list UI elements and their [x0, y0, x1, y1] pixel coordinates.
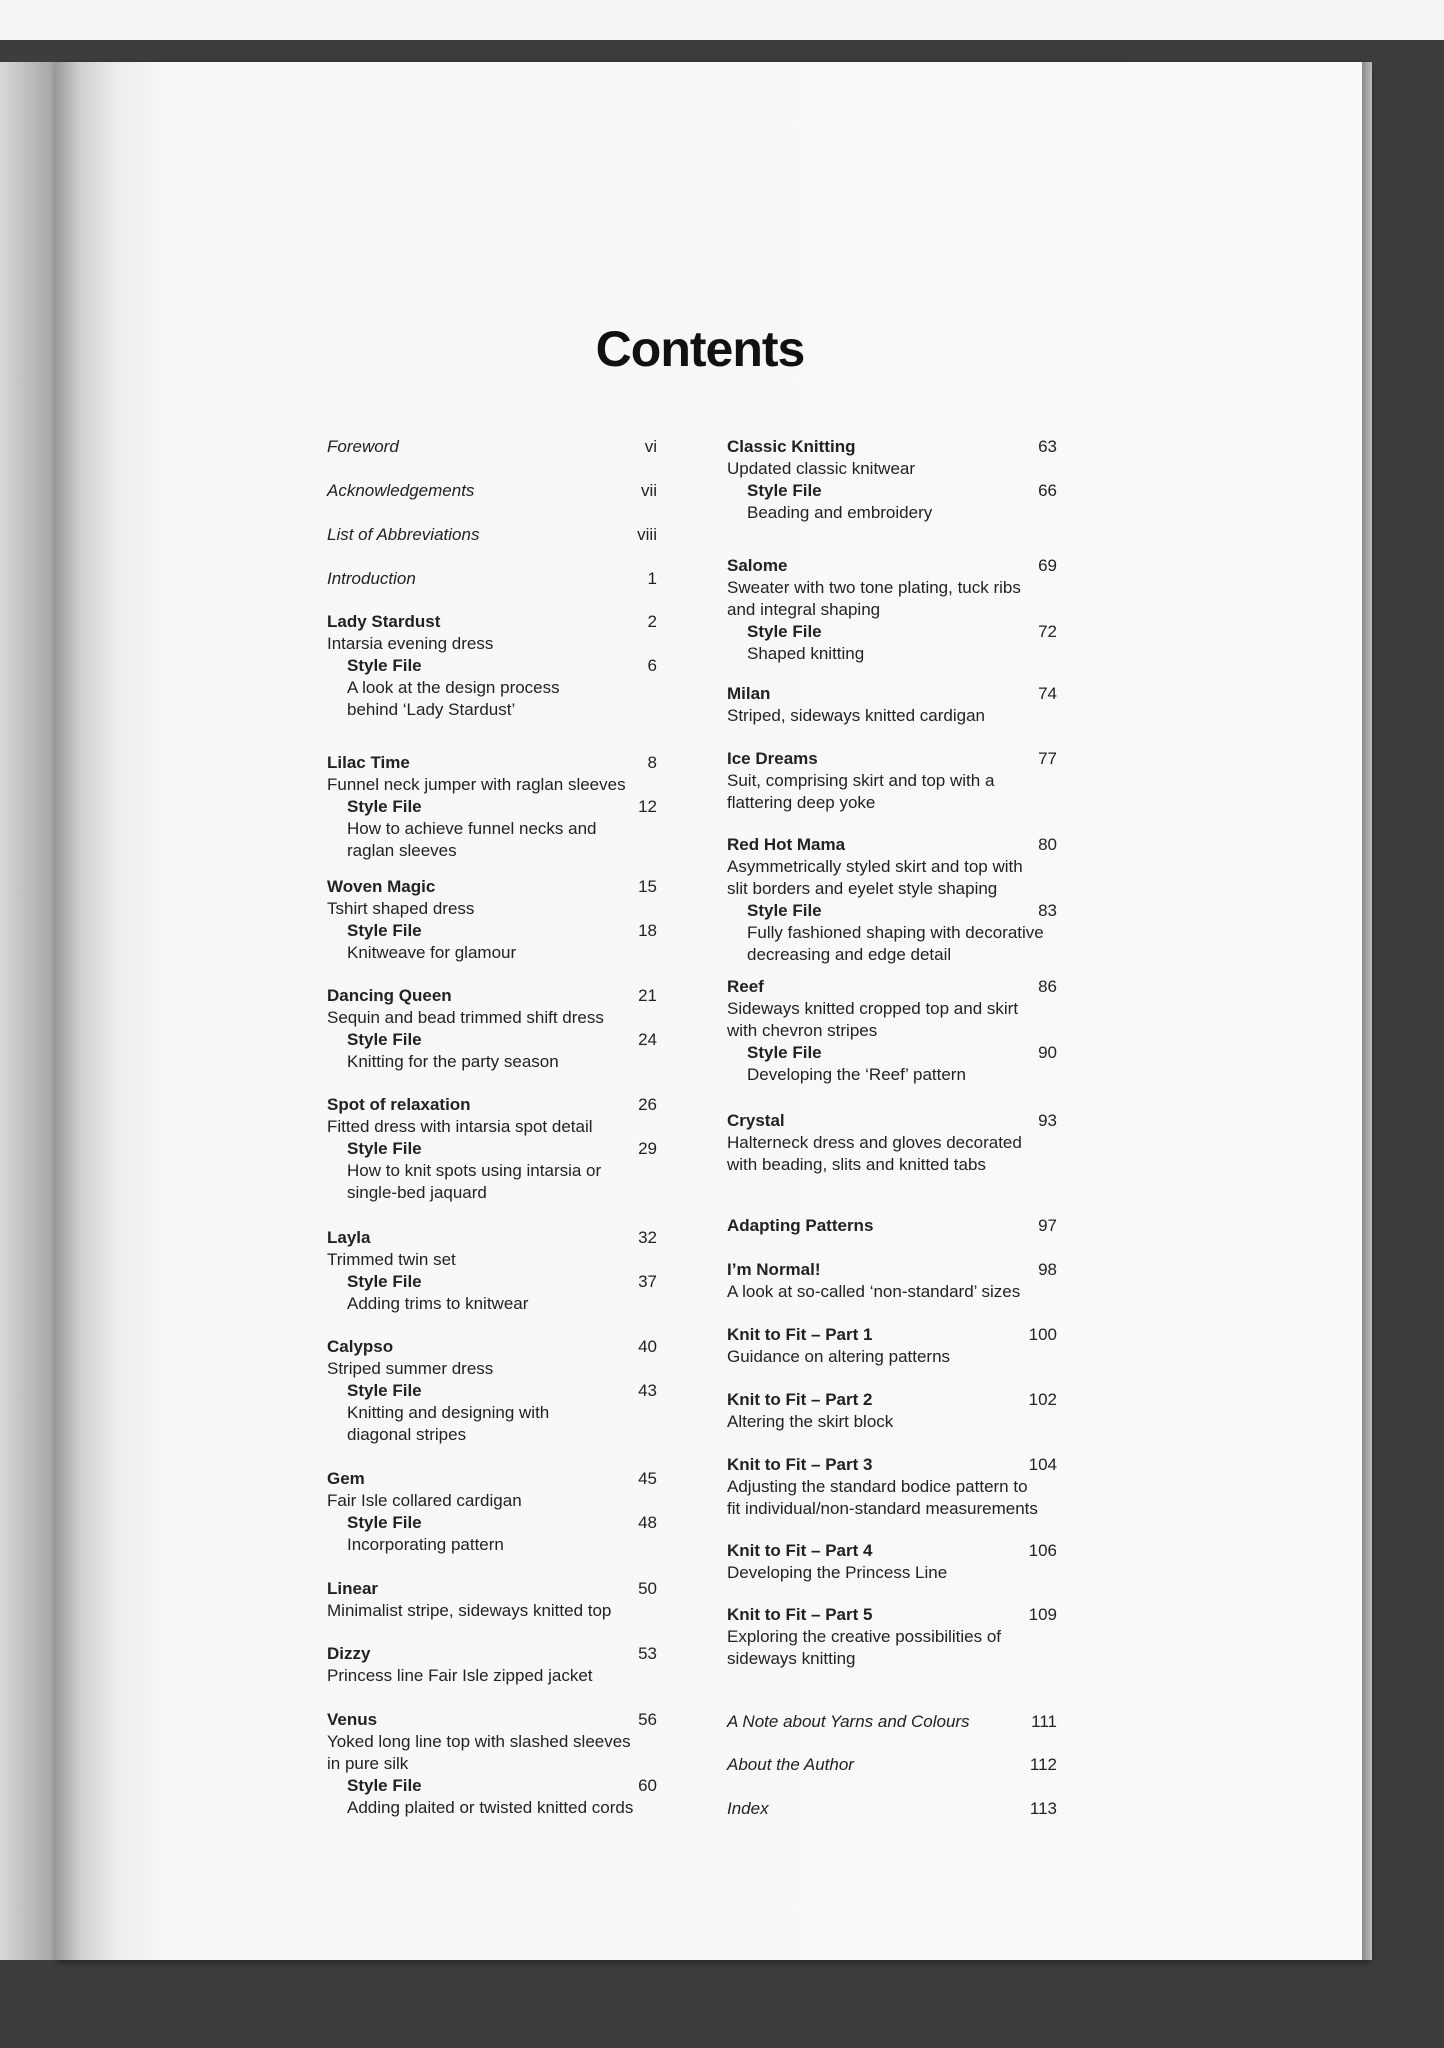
toc-page-number: 8 [647, 753, 657, 772]
toc-page-number: 24 [638, 1030, 657, 1049]
style-file-description: Adding plaited or twisted knitted cords [347, 1798, 634, 1817]
toc-entry-heading [727, 436, 1057, 458]
toc-entry-heading [727, 1711, 1057, 1733]
toc-entry-description: Sideways knitted cropped top and skirt [727, 999, 1019, 1018]
toc-page-number: 56 [638, 1710, 657, 1729]
toc-page-number: 2 [647, 612, 657, 631]
toc-entry-description: and integral shaping [727, 600, 881, 619]
toc-entry[interactable] [727, 976, 1057, 1086]
style-file-heading [347, 920, 657, 942]
toc-entry-title: Calypso [327, 1337, 394, 1356]
toc-entry-description: Guidance on altering patterns [727, 1347, 951, 1366]
toc-entry-description: Minimalist stripe, sideways knitted top [327, 1601, 612, 1620]
toc-entry[interactable] [727, 1215, 1057, 1237]
toc-entry-heading [327, 1336, 657, 1358]
toc-entry-title: Spot of relaxation [327, 1095, 471, 1114]
toc-page-number: 93 [1038, 1111, 1057, 1130]
toc-page-number: 48 [638, 1513, 657, 1532]
toc-entry[interactable] [727, 1259, 1057, 1303]
toc-entry-heading [327, 1227, 657, 1249]
toc-entry-title: Adapting Patterns [727, 1216, 874, 1235]
toc-page-number: vii [640, 481, 657, 500]
style-file-heading [347, 655, 657, 677]
toc-entry-description: Striped, sideways knitted cardigan [727, 706, 985, 725]
toc-page-number: 111 [1031, 1712, 1057, 1731]
style-file-subentry[interactable] [327, 920, 657, 964]
toc-page-number: 104 [1028, 1455, 1057, 1474]
toc-entry[interactable] [327, 568, 657, 590]
toc-entry[interactable] [327, 611, 657, 721]
toc-entry-heading [727, 834, 1057, 856]
toc-entry-description: with chevron stripes [727, 1021, 878, 1040]
toc-entry-title: Crystal [727, 1111, 785, 1130]
toc-page-number: 106 [1028, 1541, 1057, 1560]
style-file-label: Style File [747, 1043, 822, 1062]
toc-entry[interactable] [327, 1578, 657, 1622]
toc-entry-title: Classic Knitting [727, 437, 856, 456]
toc-page-number: 32 [638, 1228, 657, 1247]
toc-page-number: 113 [1029, 1799, 1057, 1818]
toc-page-number: 60 [638, 1776, 657, 1795]
toc-entry-heading [727, 1540, 1057, 1562]
toc-entry-description: Exploring the creative possibilities of [727, 1627, 1002, 1646]
style-file-description: How to achieve funnel necks and [347, 819, 597, 838]
toc-entry[interactable] [327, 1643, 657, 1687]
style-file-description: Developing the ‘Reef’ pattern [747, 1065, 966, 1084]
style-file-description: decreasing and edge detail [747, 945, 952, 964]
style-file-description: Knitweave for glamour [347, 943, 517, 962]
style-file-label: Style File [747, 901, 822, 920]
toc-entry-description: A look at so-called ‘non-standard’ sizes [727, 1282, 1021, 1301]
toc-entry-description: Asymmetrically styled skirt and top with [727, 857, 1023, 876]
toc-page-number: 12 [638, 797, 657, 816]
toc-entry-heading [727, 1389, 1057, 1411]
style-file-label: Style File [347, 1030, 422, 1049]
style-file-description: behind ‘Lady Stardust’ [347, 700, 516, 719]
toc-entry[interactable] [327, 1468, 657, 1556]
toc-entry-title: About the Author [727, 1755, 854, 1774]
toc-entry-title: Acknowledgements [327, 481, 475, 500]
toc-page-number: 50 [638, 1579, 657, 1598]
toc-entry-heading [727, 1259, 1057, 1281]
toc-page-number: 40 [638, 1337, 657, 1356]
toc-entry-heading [327, 1578, 657, 1600]
toc-entry-title: Ice Dreams [727, 749, 818, 768]
toc-entry-heading [727, 976, 1057, 998]
toc-page-number: 21 [638, 986, 657, 1005]
toc-entry-heading [327, 752, 657, 774]
toc-entry-heading [327, 1709, 657, 1731]
toc-entry[interactable] [727, 1711, 1057, 1733]
toc-page-number: 1 [647, 569, 657, 588]
style-file-description: raglan sleeves [347, 841, 457, 860]
toc-entry-heading [327, 1643, 657, 1665]
toc-entry-description: Sequin and bead trimmed shift dress [327, 1008, 604, 1027]
toc-entry-description: sideways knitting [727, 1649, 856, 1668]
toc-entry-title: Gem [327, 1469, 365, 1488]
toc-entry-heading [327, 1468, 657, 1490]
toc-entry-heading [727, 555, 1057, 577]
toc-entry[interactable] [327, 480, 657, 502]
toc-page-number: 29 [638, 1139, 657, 1158]
style-file-heading [747, 900, 1057, 922]
toc-entry-description: Adjusting the standard bodice pattern to [727, 1477, 1028, 1496]
toc-entry-description: slit borders and eyelet style shaping [727, 879, 998, 898]
toc-entry-title: Layla [327, 1228, 371, 1247]
style-file-subentry[interactable] [327, 1029, 657, 1073]
toc-page-number: viii [637, 525, 657, 544]
toc-entry[interactable] [727, 1754, 1057, 1776]
toc-entry-description: Fair Isle collared cardigan [327, 1491, 522, 1510]
style-file-subentry[interactable] [327, 655, 657, 721]
toc-page-number: 112 [1029, 1755, 1057, 1774]
toc-page-number: 77 [1038, 749, 1057, 768]
toc-page-number: 72 [1038, 622, 1057, 641]
toc-entry-title: Dancing Queen [327, 986, 452, 1005]
toc-entry-heading [327, 436, 657, 458]
style-file-heading [347, 1029, 657, 1051]
toc-page-number: 63 [1038, 437, 1057, 456]
toc-entry-heading [727, 1754, 1057, 1776]
toc-entry-title: Knit to Fit – Part 4 [727, 1541, 873, 1560]
style-file-subentry[interactable] [727, 900, 1057, 966]
toc-entry[interactable] [327, 1709, 657, 1819]
toc-entry[interactable] [327, 985, 657, 1073]
style-file-description: diagonal stripes [347, 1425, 467, 1444]
style-file-label: Style File [347, 1139, 422, 1158]
toc-entry-heading [327, 1094, 657, 1116]
toc-entry-description: Developing the Princess Line [727, 1563, 948, 1582]
toc-entry-heading [727, 1454, 1057, 1476]
style-file-subentry[interactable] [327, 796, 657, 862]
toc-entry-description: in pure silk [327, 1754, 409, 1773]
toc-entry-title: Reef [727, 977, 764, 996]
toc-entry-description: Princess line Fair Isle zipped jacket [327, 1666, 593, 1685]
toc-entry[interactable] [727, 555, 1057, 665]
toc-entry-description: Fitted dress with intarsia spot detail [327, 1117, 593, 1136]
toc-entry[interactable] [727, 436, 1057, 524]
toc-entry-title: Red Hot Mama [727, 835, 846, 854]
style-file-label: Style File [347, 797, 422, 816]
toc-page-number: 98 [1038, 1260, 1057, 1279]
style-file-label: Style File [347, 1513, 422, 1532]
toc-page-number: 97 [1038, 1216, 1057, 1235]
toc-entry[interactable] [727, 1454, 1057, 1520]
toc-entry[interactable] [727, 1110, 1057, 1176]
toc-entry-heading [727, 1324, 1057, 1346]
toc-page-number: 86 [1038, 977, 1057, 996]
toc-entry-heading [727, 1604, 1057, 1626]
style-file-subentry[interactable] [327, 1138, 657, 1204]
toc-page-number: 18 [638, 921, 657, 940]
toc-page-number: 43 [638, 1381, 657, 1400]
toc-page-number: 74 [1038, 684, 1057, 703]
toc-page-number: 37 [638, 1272, 657, 1291]
toc-entry-title: Salome [727, 556, 788, 575]
toc-entry-heading [327, 876, 657, 898]
right-page-edge [1362, 62, 1372, 1960]
toc-entry-description: Intarsia evening dress [327, 634, 494, 653]
style-file-subentry[interactable] [727, 1042, 1057, 1086]
toc-page-number: 109 [1028, 1605, 1057, 1624]
toc-entry-description: Halterneck dress and gloves decorated [727, 1133, 1022, 1152]
style-file-label: Style File [347, 921, 422, 940]
toc-page-number: vi [644, 437, 657, 456]
toc-entry-description: flattering deep yoke [727, 793, 876, 812]
toc-entry[interactable] [327, 1094, 657, 1204]
toc-page-number: 69 [1038, 556, 1057, 575]
toc-entry-heading [727, 683, 1057, 705]
style-file-description: Fully fashioned shaping with decorative [747, 923, 1044, 942]
style-file-heading [347, 1380, 657, 1402]
toc-entry[interactable] [727, 683, 1057, 727]
toc-entry-title: Knit to Fit – Part 2 [727, 1390, 873, 1409]
style-file-heading [347, 1775, 657, 1797]
toc-entry-description: with beading, slits and knitted tabs [727, 1155, 986, 1174]
style-file-heading [347, 1271, 657, 1293]
toc-entry-heading [727, 1798, 1057, 1820]
toc-entry-heading [327, 568, 657, 590]
toc-page-number: 100 [1028, 1325, 1057, 1344]
toc-entry-title: Dizzy [327, 1644, 371, 1663]
toc-entry-title: Index [727, 1799, 769, 1818]
toc-entry[interactable] [727, 834, 1057, 966]
style-file-description: Adding trims to knitwear [347, 1294, 529, 1313]
toc-entry-title: I’m Normal! [727, 1260, 821, 1279]
toc-entry-title: Knit to Fit – Part 5 [727, 1605, 873, 1624]
toc-entry-heading [327, 611, 657, 633]
style-file-label: Style File [347, 1381, 422, 1400]
toc-entry-heading [727, 1110, 1057, 1132]
style-file-subentry[interactable] [327, 1271, 657, 1315]
toc-entry[interactable] [327, 524, 657, 546]
style-file-description: A look at the design process [347, 678, 560, 697]
toc-entry-title: Milan [727, 684, 771, 703]
style-file-label: Style File [347, 1272, 422, 1291]
toc-page-number: 83 [1038, 901, 1057, 920]
toc-entry[interactable] [727, 1389, 1057, 1433]
toc-entry[interactable] [327, 876, 657, 964]
toc-entry-description: Suit, comprising skirt and top with a [727, 771, 995, 790]
style-file-description: Knitting and designing with [347, 1403, 550, 1422]
style-file-subentry[interactable] [327, 1775, 657, 1819]
style-file-heading [347, 796, 657, 818]
toc-entry[interactable] [327, 1336, 657, 1446]
toc-entry-title: Linear [327, 1579, 379, 1598]
style-file-heading [747, 1042, 1057, 1064]
toc-entry-title: Foreword [327, 437, 399, 456]
style-file-description: Shaped knitting [747, 644, 865, 663]
toc-entry[interactable] [327, 436, 657, 458]
toc-entry-description: Updated classic knitwear [727, 459, 916, 478]
toc-entry-title: Knit to Fit – Part 3 [727, 1455, 873, 1474]
toc-entry-description: Yoked long line top with slashed sleeves [327, 1732, 631, 1751]
toc-entry-heading [327, 985, 657, 1007]
toc-entry-description: Sweater with two tone plating, tuck ribs [727, 578, 1021, 597]
toc-entry-title: List of Abbreviations [327, 525, 480, 544]
toc-entry-title: Knit to Fit – Part 1 [727, 1325, 873, 1344]
toc-entry[interactable] [727, 1540, 1057, 1584]
toc-page-number: 45 [638, 1469, 657, 1488]
page-title: Contents [595, 321, 805, 377]
toc-page-number: 66 [1038, 481, 1057, 500]
toc-entry[interactable] [327, 752, 657, 862]
style-file-heading [347, 1512, 657, 1534]
toc-entry[interactable] [727, 1604, 1057, 1670]
background-top [0, 0, 1444, 40]
toc-entry-title: Introduction [327, 569, 416, 588]
toc-page-number: 90 [1038, 1043, 1057, 1062]
toc-entry-title: Lilac Time [327, 753, 410, 772]
toc-entry-title: Venus [327, 1710, 378, 1729]
toc-page-number: 53 [638, 1644, 657, 1663]
toc-entry[interactable] [727, 1798, 1057, 1820]
style-file-subentry[interactable] [727, 621, 1057, 665]
toc-page-number: 6 [647, 656, 657, 675]
style-file-subentry[interactable] [327, 1512, 657, 1556]
style-file-description: Knitting for the party season [347, 1052, 559, 1071]
left-page-edge [0, 62, 60, 1960]
toc-entry-description: fit individual/non-standard measurements [727, 1499, 1038, 1518]
style-file-label: Style File [747, 481, 822, 500]
toc-page-number: 80 [1038, 835, 1057, 854]
toc-entry-description: Tshirt shaped dress [327, 899, 475, 918]
toc-entry[interactable] [727, 748, 1057, 814]
style-file-label: Style File [747, 622, 822, 641]
style-file-subentry[interactable] [327, 1380, 657, 1446]
toc-page-number: 102 [1028, 1390, 1057, 1409]
style-file-heading [347, 1138, 657, 1160]
toc-entry[interactable] [327, 1227, 657, 1315]
toc-entry[interactable] [727, 1324, 1057, 1368]
toc-entry-heading [327, 524, 657, 546]
toc-page-number: 26 [638, 1095, 657, 1114]
toc-entry-description: Altering the skirt block [727, 1412, 894, 1431]
style-file-subentry[interactable] [727, 480, 1057, 524]
toc-entry-description: Trimmed twin set [327, 1250, 456, 1269]
toc-entry-heading [727, 1215, 1057, 1237]
toc-page-number: 15 [638, 877, 657, 896]
toc-entry-description: Funnel neck jumper with raglan sleeves [327, 775, 626, 794]
style-file-heading [747, 480, 1057, 502]
style-file-description: Incorporating pattern [347, 1535, 504, 1554]
style-file-description: single-bed jaquard [347, 1183, 487, 1202]
style-file-label: Style File [347, 1776, 422, 1795]
toc-entry-title: Woven Magic [327, 877, 436, 896]
style-file-heading [747, 621, 1057, 643]
toc-entry-title: Lady Stardust [327, 612, 441, 631]
toc-entry-title: A Note about Yarns and Colours [727, 1712, 970, 1731]
toc-entry-description: Striped summer dress [327, 1359, 494, 1378]
toc-entry-heading [727, 748, 1057, 770]
style-file-description: How to knit spots using intarsia or [347, 1161, 602, 1180]
toc-entry-heading [327, 480, 657, 502]
style-file-description: Beading and embroidery [747, 503, 933, 522]
style-file-label: Style File [347, 656, 422, 675]
